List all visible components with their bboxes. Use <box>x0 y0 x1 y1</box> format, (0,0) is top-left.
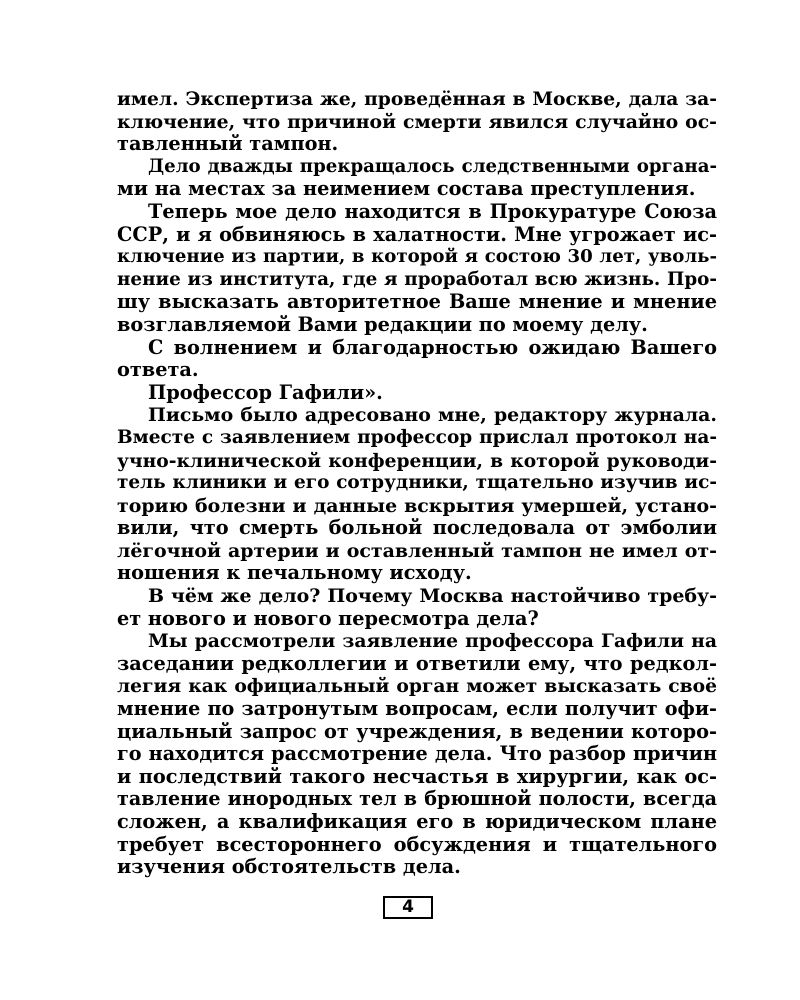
text-line: ключение, что причиной смерти явился случайно ос- <box>117 110 717 133</box>
paragraph <box>117 201 717 337</box>
text-line: легия как официальный орган может высказать своё <box>117 675 717 698</box>
paragraph <box>117 88 717 156</box>
text-line: го находится рассмотрение дела. Что разбор причин <box>117 742 717 766</box>
paragraph <box>117 156 717 201</box>
text-line: Теперь мое дело находится в Прокуратуре Союза <box>148 199 717 223</box>
text-line: и последствий такого несчастья в хирургии, как ос- <box>117 764 717 788</box>
text-line: тавленный тампон. <box>117 132 339 156</box>
paragraph <box>117 337 717 382</box>
text-line: возглавляемой Вами редакции по моему делу. <box>117 312 648 336</box>
text-line: лёгочной артерии и оставленный тампон не имел от- <box>117 539 717 562</box>
page-body-text <box>117 88 717 879</box>
text-line: торию болезни и данные вскрытия умершей, устано- <box>117 494 717 517</box>
text-line: С волнением и благодарностью ожидаю Вашего <box>148 335 717 359</box>
text-line: Дело дважды прекращалось следственными органа- <box>148 155 717 177</box>
text-line: требует всестороннего обсуждения и тщательного <box>117 832 717 856</box>
paragraph <box>117 585 717 630</box>
text-line: сложен, а квалификация его в юридическом плане <box>117 810 717 833</box>
text-line: шу высказать авторитетное Ваше мнение и мнение <box>117 290 717 314</box>
text-line: учно-клинической конференции, в которой руководи- <box>117 449 717 472</box>
text-line: Профессор Гафили». <box>148 380 383 404</box>
text-line: ключение из партии, в которой я состою 30 лет, уволь- <box>117 246 717 268</box>
text-line: ми на местах за неимением состава преступления. <box>117 177 696 201</box>
text-line: ет нового и нового пересмотра дела? <box>117 606 539 630</box>
text-line: Вместе с заявлением профессор прислал протокол на- <box>117 426 717 448</box>
text-line: В чём же дело? Почему Москва настойчиво требу- <box>148 585 717 608</box>
paragraph <box>117 404 717 585</box>
text-line: нение из института, где я проработал всю жизнь. Про- <box>117 268 717 290</box>
text-line: Мы рассмотрели заявление профессора Гафили на <box>148 630 717 653</box>
text-line: ССР, и я обвиняюсь в халатности. Мне угрожает ис- <box>117 222 717 246</box>
text-line: мнение по затронутым вопросам, если получит офи- <box>117 697 717 721</box>
paragraph <box>117 630 717 879</box>
text-line: вили, что смерть больной последовала от эмболии <box>117 516 717 540</box>
text-line: тель клиники и его сотрудники, тщательно изучив ис- <box>117 472 717 494</box>
text-line: ношения к печальному исходу. <box>117 561 472 585</box>
text-line: циальный запрос от учреждения, в ведении которо- <box>117 719 717 743</box>
text-line: заседании редколлегии и ответили ему, что редкол- <box>117 651 717 675</box>
text-line: имел. Экспертиза же, проведённая в Москве, дала за- <box>117 88 717 110</box>
text-line: изучения обстоятельств дела. <box>117 855 461 879</box>
paragraph <box>117 382 717 405</box>
page-number: 4 <box>383 896 433 919</box>
text-line: ответа. <box>117 358 199 382</box>
text-line: тавление инородных тел в брюшной полости, всегда <box>117 787 717 811</box>
text-line: Письмо было адресовано мне, редактору журнала. <box>148 404 717 427</box>
